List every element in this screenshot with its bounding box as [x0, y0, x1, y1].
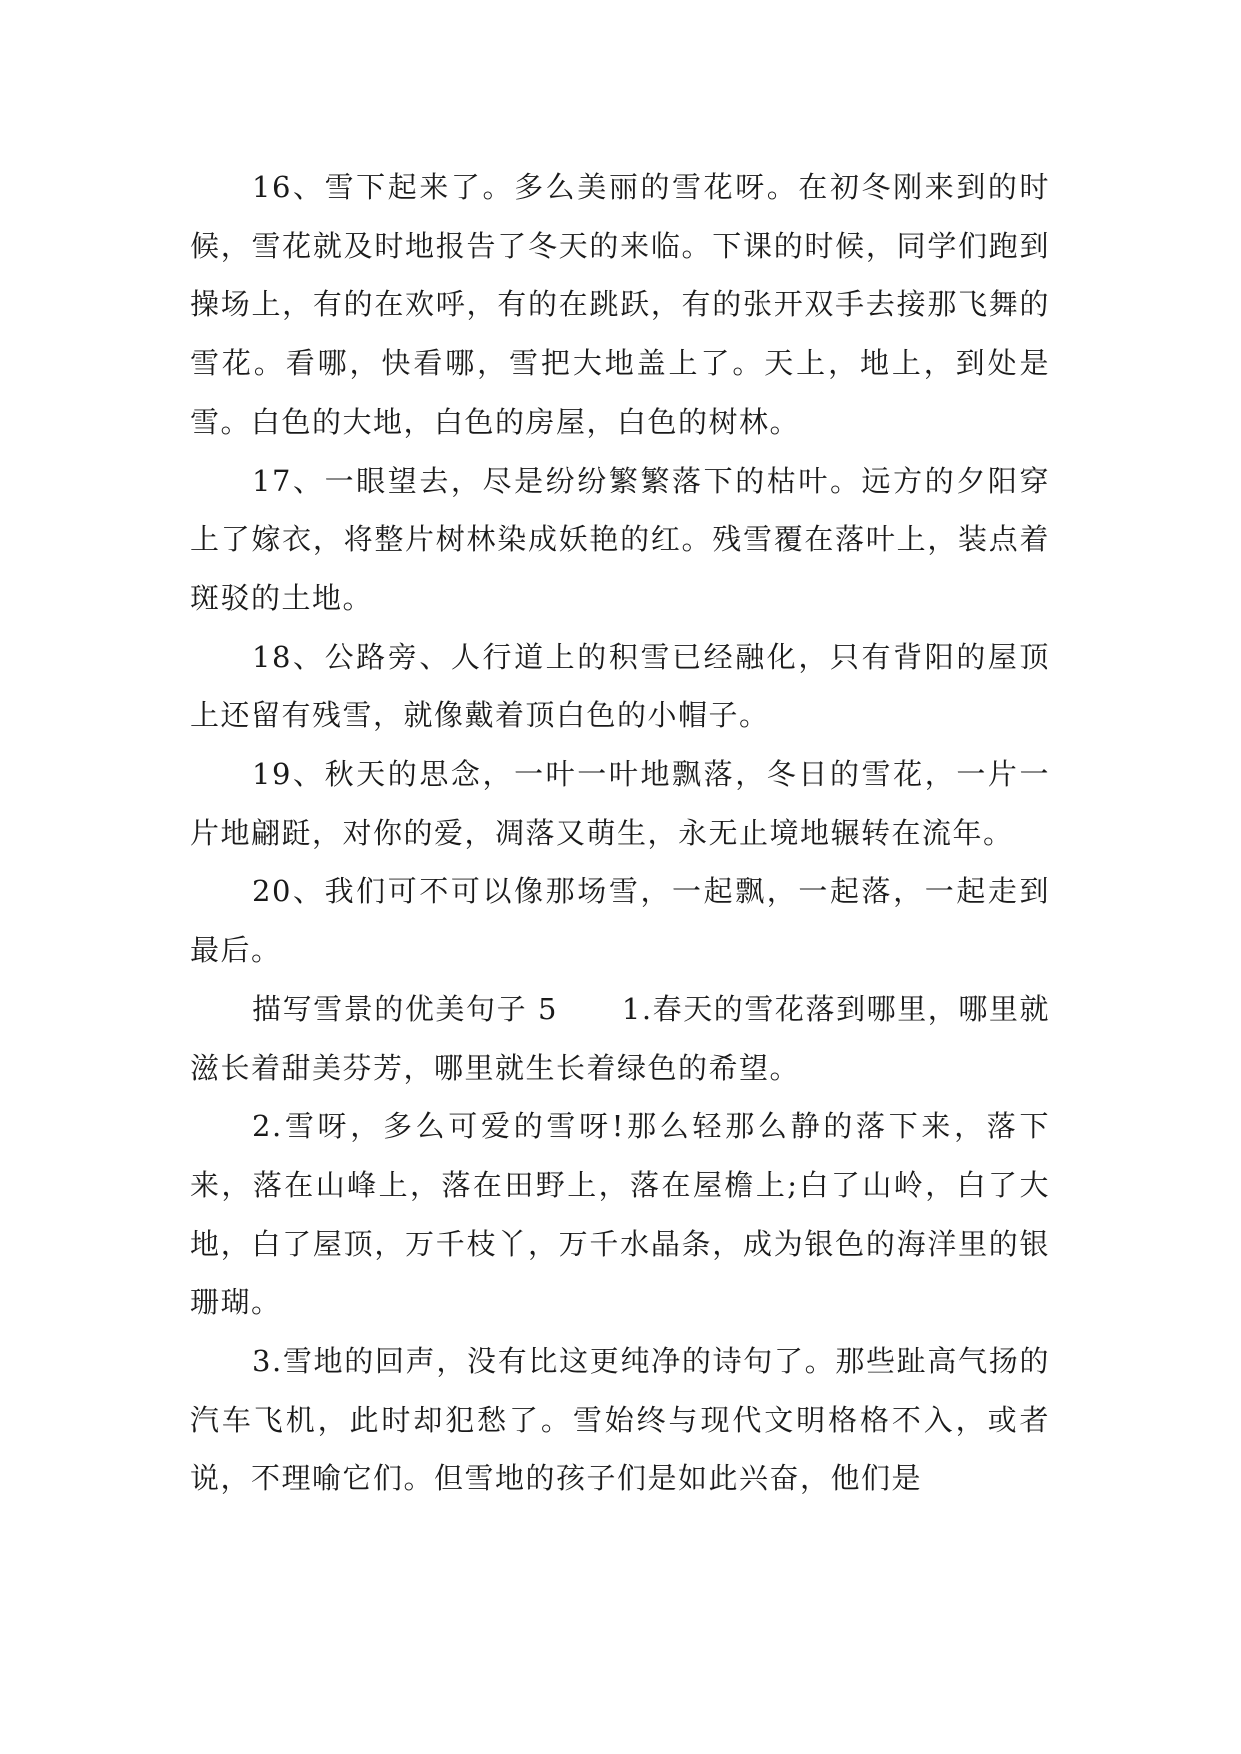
section-heading: 描写雪景的优美句子 5	[252, 991, 558, 1026]
paragraph-16: 16、雪下起来了。多么美丽的雪花呀。在初冬刚来到的时候，雪花就及时地报告了冬天的来临。下课的时候，同学们跑到操场上，有的在欢呼，有的在跳跃，有的张开双手去接那飞舞的雪花。看哪，快看哪，雪把大地盖上了。天上，地上，到处是雪。白色的大地，白色的房屋，白色的树林。	[190, 170, 1050, 439]
paragraph-item-2: 2.雪呀，多么可爱的雪呀!那么轻那么静的落下来，落下来，落在山峰上，落在田野上，落在屋檐上;白了山岭，白了大地，白了屋顶，万千枝丫，万千水晶条，成为银色的海洋里的银珊瑚。	[190, 1109, 1050, 1320]
section-paragraph-5	[190, 980, 1050, 1097]
paragraph-19: 19、秋天的思念，一叶一叶地飘落，冬日的雪花，一片一片地翩跹，对你的爱，凋落又萌生，永无止境地辗转在流年。	[190, 757, 1050, 850]
paragraph-18: 18、公路旁、人行道上的积雪已经融化，只有背阳的屋顶上还留有残雪，就像戴着顶白色的小帽子。	[190, 639, 1050, 733]
document-body	[190, 158, 1050, 1508]
paragraph-item-1: 1.春天的雪花落到哪里，哪里就滋长着甜美芬芳，哪里就生长着绿色的希望。	[190, 991, 1050, 1085]
paragraph-20: 20、我们可不可以像那场雪，一起飘，一起落，一起走到最后。	[190, 874, 1050, 968]
paragraph-17: 17、一眼望去，尽是纷纷繁繁落下的枯叶。远方的夕阳穿上了嫁衣，将整片树林染成妖艳的红。残雪覆在落叶上，装点着斑驳的土地。	[190, 463, 1050, 615]
paragraph-item-3: 3.雪地的回声，没有比这更纯净的诗句了。那些趾高气扬的汽车飞机，此时却犯愁了。雪始终与现代文明格格不入，或者说，不理喻它们。但雪地的孩子们是如此兴奋，他们是	[190, 1344, 1050, 1496]
